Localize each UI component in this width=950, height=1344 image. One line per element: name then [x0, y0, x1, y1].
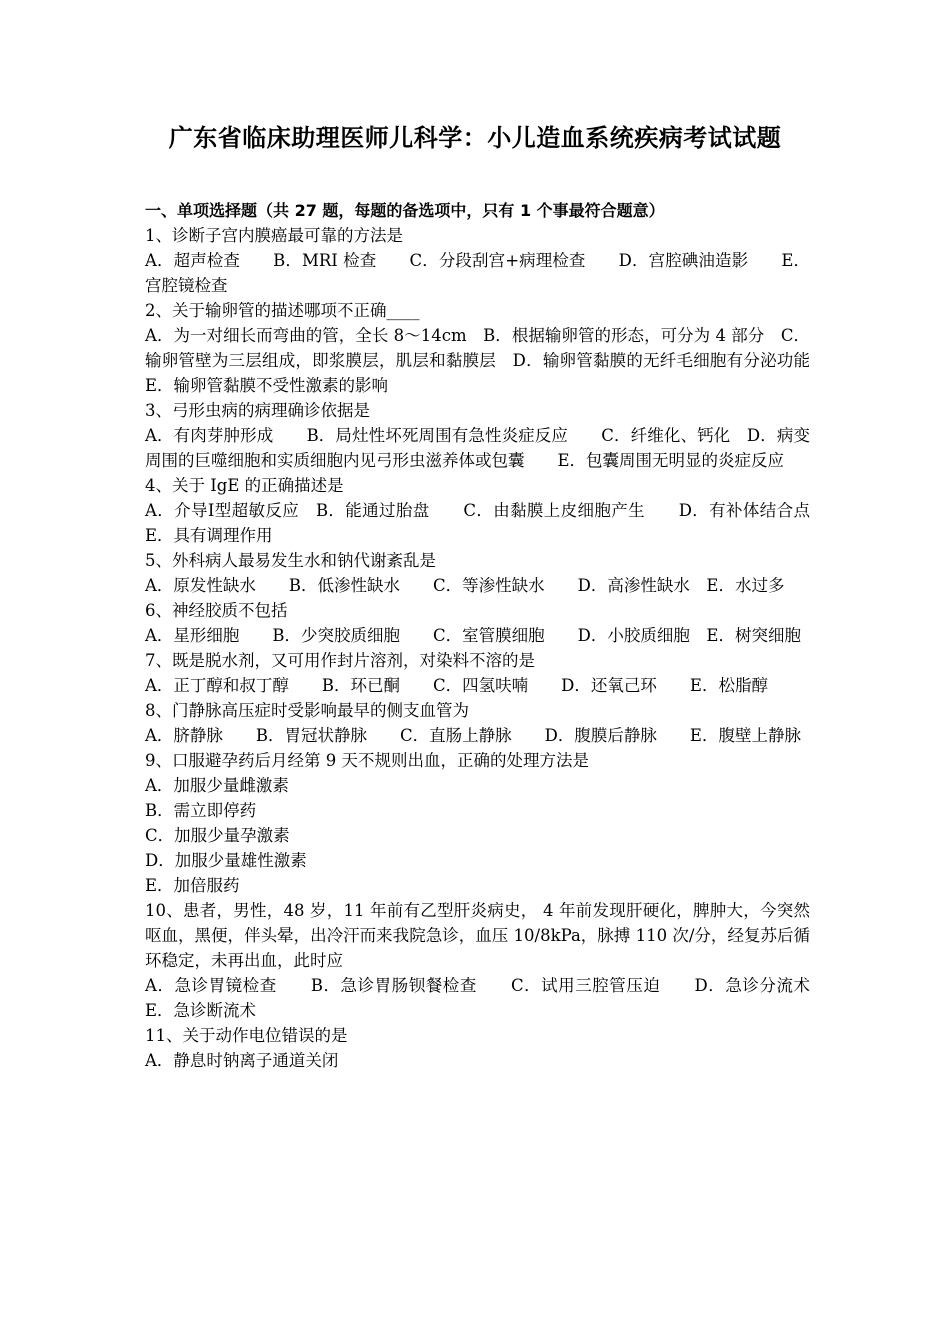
question-2: 2、关于输卵管的描述哪项不正确____ — [145, 301, 420, 320]
question-list — [145, 198, 843, 1073]
question-9-option-a: A．加服少量雌激素 — [145, 776, 289, 795]
question-4-options: A．介导Ⅰ型超敏反应 B．能通过胎盘 C．由黏膜上皮细胞产生 D．有补体结合点 E．具有调理作用 — [145, 501, 843, 545]
question-10: 10、患者，男性，48 岁，11 年前有乙型肝炎病史， 4 年前发现肝硬化，脾肿大，今突然呕血，黑便，伴头晕，出冷汗而来我院急诊，血压 10/8kPa，脉搏 110 次/分，经复苏后循环稳定，未再出血，此时应 — [145, 901, 810, 970]
question-8-options: A．脐静脉 B．胃冠状静脉 C．直肠上静脉 D．腹膜后静脉 E．腹壁上静脉 — [145, 726, 801, 745]
question-10-options: A．急诊胃镜检查 B．急诊胃肠钡餐检查 C．试用三腔管压迫 D．急诊分流术 E．急诊断流术 — [145, 976, 843, 1020]
question-6-options: A．星形细胞 B．少突胶质细胞 C．室管膜细胞 D．小胶质细胞 E．树突细胞 — [145, 626, 801, 645]
question-9-option-d: D．加服少量雄性激素 — [145, 851, 307, 870]
question-9-option-b: B．需立即停药 — [145, 801, 257, 820]
question-9: 9、口服避孕药后月经第 9 天不规则出血，正确的处理方法是 — [145, 751, 589, 770]
section-heading: 一、单项选择题（共 27 题，每题的备选项中，只有 1 个事最符合题意） — [145, 201, 665, 220]
question-4: 4、关于 IgE 的正确描述是 — [145, 476, 344, 495]
question-3-options: A．有肉芽肿形成 B．局灶性坏死周围有急性炎症反应 C．纤维化、钙化 D．病变周围的巨噬细胞和实质细胞内见弓形虫滋养体或包囊 E．包囊周围无明显的炎症反应 — [145, 426, 810, 470]
question-8: 8、门静脉高压症时受影响最早的侧支血管为 — [145, 701, 469, 720]
question-5-options: A．原发性缺水 B．低渗性缺水 C．等渗性缺水 D．高渗性缺水 E．水过多 — [145, 576, 785, 595]
question-6: 6、神经胶质不包括 — [145, 601, 288, 620]
question-11-option-a: A．静息时钠离子通道关闭 — [145, 1051, 339, 1070]
question-5: 5、外科病人最易发生水和钠代谢紊乱是 — [145, 551, 436, 570]
question-11: 11、关于动作电位错误的是 — [145, 1026, 348, 1045]
question-7: 7、既是脱水剂，又可用作封片溶剂，对染料不溶的是 — [145, 651, 535, 670]
document-title: 广东省临床助理医师儿科学：小儿造血系统疾病考试试题 — [168, 124, 782, 152]
question-1: 1、诊断子宫内膜癌最可靠的方法是 — [145, 226, 403, 245]
question-3: 3、弓形虫病的病理确诊依据是 — [145, 401, 370, 420]
question-9-option-e: E．加倍服药 — [145, 876, 240, 895]
question-9-option-c: C．加服少量孕激素 — [145, 826, 290, 845]
question-7-options: A．正丁醇和叔丁醇 B．环已酮 C．四氢呋喃 D．还氧己环 E．松脂醇 — [145, 676, 768, 695]
question-1-options: A．超声检查 B．MRI 检查 C．分段刮宫+病理检查 D．宫腔碘油造影 E．宫腔镜检查 — [145, 251, 810, 295]
question-2-options: A．为一对细长而弯曲的管，全长 8～14cm B．根据输卵管的形态，可分为 4 部分 C．输卵管壁为三层组成，即浆膜层，肌层和黏膜层 D．输卵管黏膜的无纤毛细胞有分泌功能 E．输卵管黏膜不受性激素的影响 — [145, 326, 827, 395]
